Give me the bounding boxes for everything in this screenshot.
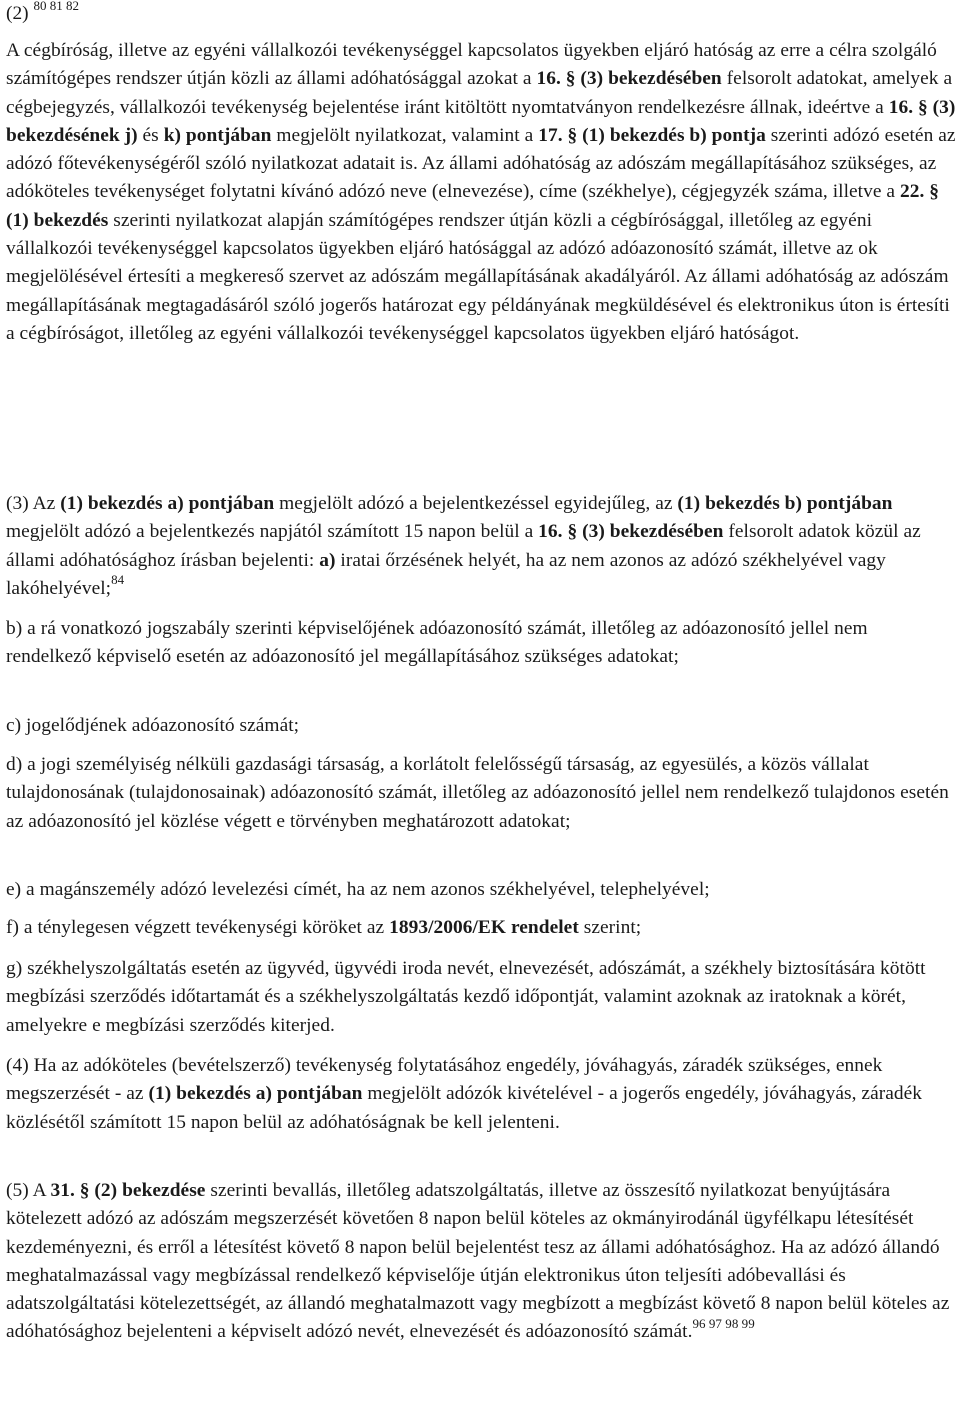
text-run: megjelölt adózó a bejelentkezéssel egyidejűleg, az bbox=[274, 493, 678, 514]
legal-reference: (1) bekezdés b) pontjában bbox=[677, 493, 893, 514]
text-run: szerinti adózó esetén az adózó főtevékenységéről szóló nyilatkozat adatait is. Az állami adóhatóság az adószám megállapításához szükséges, az adóköteles tevékenységet folytatni kívánó adózó neve (elnevezése), címe (székhelye), cégjegyzék száma, illetve a bbox=[6, 124, 956, 203]
legal-reference: (1) bekezdés a) pontjában bbox=[60, 493, 275, 514]
text-run: (4) Ha az adóköteles (bevételszerző) tevékenység folytatásához engedély, jóváhagyás, záradék szükséges, ennek megszerzését - az bbox=[6, 1055, 883, 1105]
text-run: e) a magánszemély adózó levelezési címét, ha az nem azonos székhelyével, telephelyével; bbox=[6, 879, 710, 900]
legal-reference: § bbox=[567, 124, 578, 146]
text-run: iratai őrzésének helyét, ha az nem azonos az adózó székhelyével vagy lakóhelyével; bbox=[6, 549, 886, 599]
legal-reference: 1893/2006/EK rendelet bbox=[389, 917, 579, 938]
paragraph-3-item-b bbox=[6, 615, 958, 672]
legal-reference: a) bbox=[319, 549, 336, 571]
legal-reference: (1) bekezdés b) pontja bbox=[582, 124, 766, 146]
legal-reference: 22. bbox=[899, 181, 925, 203]
section-label: (2) bbox=[6, 3, 29, 24]
text-run: megjelölt adózó a bejelentkezés napjától számított 15 napon belül a bbox=[6, 521, 539, 543]
text-run: d) a jogi személyiség nélküli gazdasági társaság, a korlátolt felelősségű társaság, az egyesülés, a közös vállalat tulajdonosának (tulajdonosainak) adóazonosító számát, illetőleg az adóazonosító jellel nem rendelkező tulajdonos esetén az adóazonosító jel közlése végett e törvényben meghatározott adatokat; bbox=[6, 754, 949, 832]
legal-reference: (3) bekezdésében bbox=[582, 521, 724, 543]
paragraph-3-item-f bbox=[6, 914, 958, 942]
legal-reference: (1) bekezdés bbox=[6, 209, 109, 231]
legal-reference: 16. bbox=[538, 521, 563, 543]
legal-reference: § bbox=[567, 521, 578, 543]
section-header bbox=[6, 0, 79, 28]
legal-reference: 16. bbox=[536, 68, 561, 90]
legal-reference: 16. bbox=[888, 96, 914, 118]
text-run: f) a ténylegesen végzett tevékenységi köröket az bbox=[6, 917, 390, 938]
paragraph-5 bbox=[6, 1177, 958, 1347]
legal-reference: § bbox=[565, 68, 576, 90]
legal-reference: 31. bbox=[50, 1180, 75, 1201]
text-run: g) székhelyszolgáltatás esetén az ügyvéd, ügyvédi iroda nevét, elnevezését, adószámát, a székhely biztosítására kötött megbízási szerződés időtartamát és a székhelyszolgáltatás kezdő időpontját, valamint azoknak az iratoknak a körét, amelyekre e megbízási szerződés kiterjed. bbox=[6, 958, 926, 1036]
legal-reference: (3) bekezdésének j) bbox=[6, 96, 956, 146]
paragraph-3-item-g bbox=[6, 955, 958, 1040]
text-run: és bbox=[137, 124, 164, 146]
paragraph-2-body bbox=[6, 37, 958, 348]
legal-reference: § bbox=[929, 181, 940, 203]
text-run: c) jogelődjének adóazonosító számát; bbox=[6, 715, 300, 736]
paragraph-3 bbox=[6, 490, 958, 603]
text-run: szerinti bevallás, illetőleg adatszolgáltatás, illetve az összesítő nyilatkozat benyújtására kötelezett adózó az adószám megszerzését követően 8 napon belül köteles az okmányirodánál ügyfélkapu létesítését kezdeményezni, és erről a létesítést követő 8 napon belül bejelentést tesz az állami adóhatósághoz. Ha az adózó állandó meghatalmazással vagy megbízással rendelkező képviselője útján elektronikus úton teljesíti adóbevallási és adatszolgáltatási kötelezettségét, az állandó meghatalmazott vagy megbízott a megbízást követő 8 napon belül köteles az adóhatósághoz bejelenteni a képviselt adózó nevét, elnevezését és adóazonosító számát. bbox=[6, 1180, 950, 1343]
text-run: A cégbíróság, illetve az egyéni vállalkozói tevékenységgel kapcsolatos ügyekben eljáró hatóság az erre a célra szolgáló számítógépes rendszer útján közli az állami adóhatósággal azokat a bbox=[6, 40, 937, 90]
legal-reference: § bbox=[918, 96, 928, 118]
paragraph-3-item-e bbox=[6, 876, 958, 904]
paragraph-3-item-d bbox=[6, 751, 958, 836]
text-run: (5) A bbox=[6, 1180, 51, 1201]
legal-reference: § bbox=[79, 1180, 90, 1201]
legal-reference: (3) bekezdésében bbox=[580, 68, 722, 90]
paragraph-4 bbox=[6, 1052, 958, 1137]
text-run: megjelölt nyilatkozat, valamint a bbox=[271, 124, 539, 146]
text-run: felsorolt adatokat, amelyek a cégbejegyzés, vállalkozói tevékenység bejelentése iránt kitöltött nyomtatványon rendelkezésre állnak, ideértve a bbox=[6, 68, 953, 118]
legal-reference: 17. bbox=[538, 124, 563, 146]
text-run: felsorolt adatok közül az állami adóhatósághoz írásban bejelenti: bbox=[6, 521, 921, 571]
footnote-ref: 84 bbox=[111, 572, 125, 588]
legal-reference: (2) bekezdése bbox=[94, 1180, 206, 1201]
text-run: szerint; bbox=[578, 917, 642, 938]
footnote-ref: 96 97 98 99 bbox=[692, 1316, 755, 1332]
legal-reference: k) pontjában bbox=[163, 124, 272, 146]
footnote-refs: 80 81 82 bbox=[33, 0, 79, 13]
paragraph-3-item-c bbox=[6, 712, 958, 740]
text-run: szerinti nyilatkozat alapján számítógépes rendszer útján közli a cégbírósággal, illetőleg az egyéni vállalkozói tevékenységgel kapcsolatos ügyekben eljáró hatósággal az adózó adóazonosító számát, illetve az ok megjelölésével értesíti a megkereső szervet az adószám megállapításának akadályáról. Az állami adóhatóság az adószám megállapításának megtagadásáról szóló jogerős határozat egy példányának megküldésével és elektronikus úton is értesíti a cégbíróságot, illetőleg az egyéni vállalkozói tevékenységgel kapcsolatos ügyekben eljáró hatóságot. bbox=[6, 209, 950, 344]
text-run: b) a rá vonatkozó jogszabály szerinti képviselőjének adóazonosító számát, illetőleg az adóazonosító jellel nem rendelkező képviselő esetén az adóazonosító jel megállapításához szükséges adatokat; bbox=[6, 618, 868, 668]
text-run: megjelölt adózók kivételével - a jogerős engedély, jóváhagyás, záradék közlésétől számított 15 napon belül az adóhatóságnak be kell jelenteni. bbox=[6, 1083, 923, 1133]
text-run: (3) Az bbox=[6, 493, 61, 514]
legal-reference: (1) bekezdés a) pontjában bbox=[148, 1083, 363, 1105]
